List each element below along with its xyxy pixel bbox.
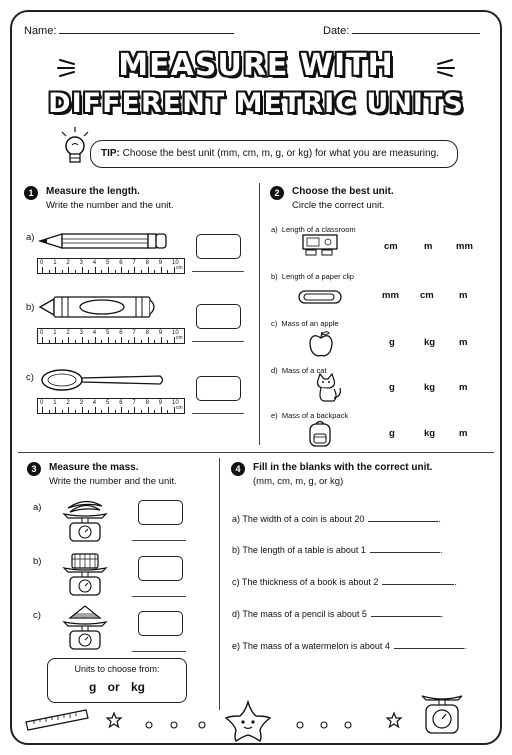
date-label: Date: — [323, 25, 350, 37]
s2-d-option-3[interactable]: m — [459, 382, 468, 393]
title-line-2: DIFFERENT METRIC UNITS — [48, 88, 464, 119]
section-1-title: Measure the length. — [46, 186, 140, 197]
s2-d-option-1[interactable]: g — [389, 382, 395, 393]
fill-item-c: c) The thickness of a book is about 2 . — [232, 577, 457, 587]
s2-item-e-text: Mass of a backpack — [281, 411, 349, 420]
ruler-tick — [101, 340, 102, 343]
section-2-number: 2 — [270, 186, 284, 200]
section-4-subtitle: (mm, cm, m, g, or kg) — [253, 476, 344, 487]
s2-b-option-3[interactable]: m — [459, 290, 468, 301]
ruler-number: 8 — [145, 260, 149, 266]
ruler-number: 5 — [106, 330, 110, 336]
ruler-number: 6 — [119, 330, 123, 336]
s2-e-option-2[interactable]: kg — [424, 428, 436, 439]
ruler-tick — [68, 407, 69, 413]
ruler-tick — [121, 337, 122, 343]
ruler-tick — [62, 410, 63, 413]
ruler-tick — [82, 407, 83, 413]
ruler-tick — [75, 270, 76, 273]
ruler-tick — [167, 410, 168, 413]
ruler-tick — [82, 337, 83, 343]
divider-vertical-bottom — [219, 458, 220, 710]
lightbulb-icon — [62, 130, 88, 170]
s2-item-d-text: Mass of a cat — [281, 366, 327, 375]
ruler-number: 10 — [172, 260, 179, 266]
ruler-tick — [115, 270, 116, 273]
ruler-tick — [115, 410, 116, 413]
s2-c-option-2[interactable]: kg — [424, 337, 436, 348]
date-line[interactable] — [352, 24, 480, 34]
ruler-tick — [95, 337, 96, 343]
answer-box-3a[interactable] — [138, 500, 183, 525]
section-1-number: 1 — [24, 186, 38, 200]
answer-line-3c[interactable] — [132, 651, 186, 652]
s2-a-option-2[interactable]: m — [424, 241, 433, 252]
ruler-number: 9 — [158, 260, 163, 266]
s3-item-a-label: a) — [33, 502, 42, 513]
section-4-title: Fill in the blanks with the correct unit. — [253, 462, 433, 473]
ruler-tick — [75, 410, 76, 413]
ruler-tick — [42, 267, 43, 273]
ruler-tick — [55, 407, 56, 413]
ruler-tick — [154, 270, 155, 273]
units-choice-list: g or kg — [88, 680, 145, 694]
name-line[interactable] — [59, 24, 234, 34]
classroom-icon — [302, 234, 338, 256]
ruler-tick — [134, 407, 135, 413]
ruler-tick — [121, 407, 122, 413]
answer-line-3a[interactable] — [132, 540, 186, 541]
ruler-tick — [62, 340, 63, 343]
fill-item-b: b) The length of a table is about 1 . — [232, 545, 443, 555]
s2-e-option-1[interactable]: g — [389, 428, 395, 439]
ruler-number: 1 — [53, 260, 57, 266]
ruler-tick — [134, 337, 135, 343]
tip-box — [90, 140, 458, 168]
ruler-tick — [141, 340, 142, 343]
ruler-tick — [161, 407, 162, 413]
fill-blank-e[interactable] — [394, 641, 464, 649]
ruler-unit: cm — [176, 265, 183, 271]
ruler-tick — [174, 407, 175, 413]
ruler-tick — [167, 270, 168, 273]
paper-clip-icon — [298, 290, 342, 304]
ruler-tick — [134, 267, 135, 273]
ruler-number: 3 — [79, 260, 83, 266]
ruler-number: 9 — [158, 330, 163, 336]
star-small-left-icon — [106, 712, 122, 728]
answer-line-3b[interactable] — [132, 596, 186, 597]
title-line-1: MEASURE WITH — [118, 48, 394, 83]
ruler-tick — [174, 337, 175, 343]
fill-item-e-text: e) The mass of a watermelon is about 4 — [232, 641, 390, 651]
answer-box-1c[interactable] — [196, 376, 241, 401]
ruler-tick — [75, 340, 76, 343]
ruler-number: 4 — [92, 260, 97, 266]
ruler-number: 10 — [172, 400, 179, 406]
s3-item-b-label: b) — [33, 556, 42, 567]
fill-blank-a[interactable] — [368, 514, 438, 522]
ruler-b — [37, 328, 185, 344]
ruler-number: 7 — [132, 400, 136, 406]
ruler-number: 2 — [66, 330, 70, 336]
ruler-tick — [82, 267, 83, 273]
ruler-number: 7 — [132, 260, 136, 266]
s2-item-b — [271, 272, 354, 281]
ruler-tick — [128, 270, 129, 273]
ruler-number: 7 — [132, 330, 136, 336]
s2-item-a — [271, 225, 356, 234]
name-field[interactable] — [24, 24, 234, 37]
s1-item-b-label: b) — [26, 302, 35, 313]
ruler-tick — [148, 407, 149, 413]
ruler-number: 1 — [53, 330, 57, 336]
dot-decoration-icon — [296, 721, 304, 729]
tip-text: Choose the best unit (mm, cm, m, g, or kg) for what you are measuring. — [122, 148, 439, 159]
units-choice-box — [47, 658, 187, 703]
fill-item-d: d) The mass of a pencil is about 5 . — [232, 609, 444, 619]
s2-item-b-letter: b) — [271, 272, 278, 281]
ruler-tick — [141, 410, 142, 413]
answer-line-1a[interactable] — [192, 271, 244, 272]
ruler-tick — [42, 337, 43, 343]
fill-item-a-text: a) The width of a coin is about 20 — [232, 514, 365, 524]
section-3-title: Measure the mass. — [49, 462, 139, 473]
fill-item-d-text: d) The mass of a pencil is about 5 — [232, 609, 367, 619]
s2-a-option-1[interactable]: cm — [384, 241, 398, 252]
ruler-tick — [42, 407, 43, 413]
s2-item-e — [271, 411, 348, 420]
ruler-tick — [95, 267, 96, 273]
ruler-tick — [88, 340, 89, 343]
fill-item-a: a) The width of a coin is about 20 . — [232, 514, 441, 524]
answer-line-1c[interactable] — [192, 413, 244, 414]
ruler-tick — [68, 267, 69, 273]
units-choice-heading: Units to choose from: — [74, 664, 160, 674]
ruler-unit: cm — [176, 335, 183, 341]
fill-blank-c[interactable] — [382, 577, 454, 585]
fill-blank-b[interactable] — [370, 545, 440, 553]
ruler-number: 9 — [158, 400, 163, 406]
ruler-tick — [49, 340, 50, 343]
s2-item-c — [271, 319, 339, 328]
ruler-number: 5 — [106, 260, 110, 266]
divider-vertical-top — [259, 183, 260, 445]
ruler-number: 5 — [106, 400, 110, 406]
dot-decoration-icon — [198, 721, 206, 729]
ruler-number: 6 — [119, 260, 123, 266]
ruler-number: 6 — [119, 400, 123, 406]
spoon-icon — [40, 368, 166, 392]
ruler-c — [37, 398, 185, 414]
ruler-number: 8 — [145, 330, 149, 336]
ruler-tick — [108, 267, 109, 273]
answer-box-1a[interactable] — [196, 234, 241, 259]
section-3-subtitle: Write the number and the unit. — [49, 476, 177, 487]
s3-item-c-label: c) — [33, 610, 41, 621]
s2-item-c-text: Mass of an apple — [281, 319, 339, 328]
s2-item-a-letter: a) — [271, 225, 278, 234]
ruler-tick — [161, 267, 162, 273]
ruler-tick — [154, 340, 155, 343]
cat-icon — [314, 374, 342, 402]
answer-box-3b[interactable] — [138, 556, 183, 581]
dot-decoration-icon — [320, 721, 328, 729]
s2-c-option-3[interactable]: m — [459, 337, 468, 348]
ruler-number: 8 — [145, 400, 149, 406]
sparkle-left-icon — [58, 56, 78, 80]
s2-item-b-text: Length of a paper clip — [281, 272, 354, 281]
ruler-number: 0 — [40, 330, 44, 336]
ruler-tick — [161, 337, 162, 343]
ruler-number: 4 — [92, 330, 97, 336]
ruler-tick — [108, 337, 109, 343]
ruler-tick — [49, 410, 50, 413]
s2-item-e-letter: e) — [271, 411, 278, 420]
section-2-title: Choose the best unit. — [292, 186, 394, 197]
ruler-number: 2 — [66, 260, 70, 266]
ruler-tick — [55, 267, 56, 273]
fill-blank-d[interactable] — [371, 609, 441, 617]
ruler-tick — [68, 337, 69, 343]
name-label: Name: — [24, 25, 57, 37]
s2-b-option-1[interactable]: mm — [382, 290, 399, 301]
ruler-tick — [148, 337, 149, 343]
ruler-tick — [121, 267, 122, 273]
scale-cake-icon — [60, 548, 110, 598]
date-field[interactable] — [323, 24, 480, 37]
sparkle-right-icon — [434, 56, 454, 80]
divider-horizontal — [18, 452, 494, 453]
fill-item-e: e) The mass of a watermelon is about 4 . — [232, 641, 467, 651]
ruler-a — [37, 258, 185, 274]
ruler-tick — [49, 270, 50, 273]
ruler-unit: cm — [176, 405, 183, 411]
s1-item-a-label: a) — [26, 232, 35, 243]
s2-item-c-letter: c) — [271, 319, 278, 328]
ruler-number: 3 — [79, 330, 83, 336]
ruler-decoration-icon — [24, 708, 90, 732]
answer-box-1b[interactable] — [196, 304, 241, 329]
ruler-tick — [174, 267, 175, 273]
dot-decoration-icon — [344, 721, 352, 729]
ruler-tick — [95, 407, 96, 413]
s1-item-c-label: c) — [26, 372, 34, 383]
s2-d-option-2[interactable]: kg — [424, 382, 436, 393]
s2-e-option-3[interactable]: m — [459, 428, 468, 439]
ruler-number: 0 — [40, 400, 44, 406]
s2-a-option-3[interactable]: mm — [456, 241, 473, 252]
apple-icon — [308, 330, 334, 358]
ruler-tick — [115, 340, 116, 343]
s2-item-d-letter: d) — [271, 366, 278, 375]
kitchen-scale-icon — [420, 690, 464, 736]
ruler-tick — [154, 410, 155, 413]
dot-decoration-icon — [145, 721, 153, 729]
scale-bananas-icon — [60, 494, 110, 544]
ruler-tick — [101, 410, 102, 413]
ruler-tick — [101, 270, 102, 273]
ruler-number: 10 — [172, 330, 179, 336]
ruler-tick — [167, 340, 168, 343]
section-4-number: 4 — [231, 462, 245, 476]
ruler-tick — [62, 270, 63, 273]
ruler-tick — [148, 267, 149, 273]
pencil-icon — [40, 232, 168, 250]
ruler-tick — [141, 270, 142, 273]
answer-line-1b[interactable] — [192, 341, 244, 342]
ruler-tick — [128, 410, 129, 413]
ruler-number: 1 — [53, 400, 57, 406]
crayon-icon — [40, 294, 160, 320]
backpack-icon — [308, 420, 332, 448]
ruler-number: 3 — [79, 400, 83, 406]
ruler-number: 2 — [66, 400, 70, 406]
dot-decoration-icon — [170, 721, 178, 729]
smiling-star-icon — [224, 700, 272, 742]
section-2-subtitle: Circle the correct unit. — [292, 200, 385, 211]
answer-box-3c[interactable] — [138, 611, 183, 636]
section-1-subtitle: Write the number and the unit. — [46, 200, 174, 211]
ruler-number: 4 — [92, 400, 97, 406]
ruler-tick — [88, 270, 89, 273]
ruler-tick — [128, 340, 129, 343]
ruler-tick — [108, 407, 109, 413]
scale-sandwich-icon — [60, 602, 110, 652]
fill-item-c-text: c) The thickness of a book is about 2 — [232, 577, 379, 587]
section-3-number: 3 — [27, 462, 41, 476]
star-small-right-icon — [386, 712, 402, 728]
s2-item-a-text: Length of a classroom — [281, 225, 356, 234]
s2-c-option-1[interactable]: g — [389, 337, 395, 348]
ruler-tick — [55, 337, 56, 343]
ruler-tick — [88, 410, 89, 413]
tip-label: TIP: — [101, 148, 120, 159]
ruler-number: 0 — [40, 260, 44, 266]
fill-item-b-text: b) The length of a table is about 1 — [232, 545, 366, 555]
s2-b-option-2[interactable]: cm — [420, 290, 434, 301]
